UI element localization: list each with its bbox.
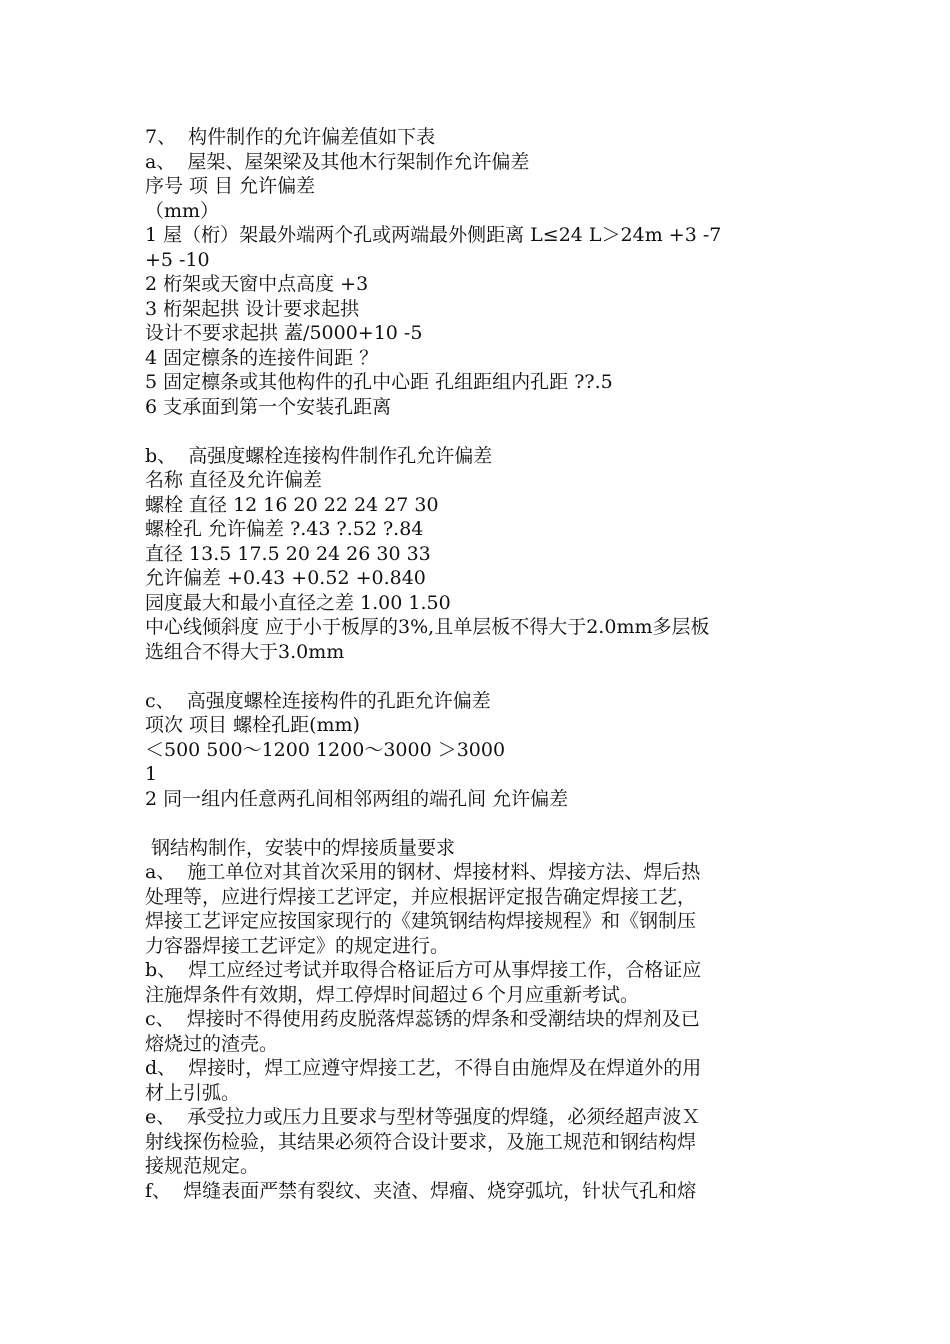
- table-row: 1 屋（桁）架最外端两个孔或两端最外侧距离 L≤24 L＞24m +3 -7: [145, 224, 722, 246]
- table-row: 3 桁架起拱 设计要求起拱: [145, 297, 360, 320]
- table-row: 中心线倾斜度 应于小于板厚的3%,且单层板不得大于2.0mm多层板: [145, 616, 710, 638]
- paragraph-line: 射线探伤检验，其结果必须符合设计要求，及施工规范和钢结构焊: [145, 1130, 697, 1153]
- paragraph-line: 注施焊条件有效期，焊工停焊时间超过６个月应重新考试。: [145, 983, 640, 1006]
- table-header: 名称 直径及允许偏差: [145, 469, 323, 491]
- subsection-heading: a、 屋架、屋架梁及其他木行架制作允许偏差: [145, 150, 530, 173]
- table-row: 4 固定檩条的连接件间距 ？: [145, 346, 379, 369]
- table-row: +5 -10: [145, 248, 210, 271]
- section-c: [145, 689, 810, 812]
- table-row: 6 支承面到第一个安装孔距离: [145, 395, 392, 418]
- blank-line: [145, 664, 810, 689]
- table-header: 项次 项目 螺栓孔距(mm): [145, 714, 360, 736]
- table-row: 允许偏差 +0.43 +0.52 +0.840: [145, 567, 426, 589]
- table-row: 螺栓孔 允许偏差 ?.43 ?.52 ?.84: [145, 518, 424, 540]
- paragraph-line: 处理等，应进行焊接工艺评定，并应根据评定报告确定焊接工艺，: [145, 885, 697, 908]
- paragraph-line: c、 焊接时不得使用药皮脱落焊蕊锈的焊条和受潮结块的焊剂及已: [145, 1008, 700, 1030]
- table-row: 设计不要求起拱 蓋/5000+10 -5: [145, 322, 423, 344]
- section-heading: 7、 构件制作的允许偏差值如下表: [145, 126, 436, 148]
- document-body: [145, 125, 810, 1203]
- table-row: 园度最大和最小直径之差 1.00 1.50: [145, 591, 451, 614]
- section-welding: [145, 836, 810, 1204]
- table-header: 序号 项 目 允许偏差: [145, 175, 316, 197]
- table-row: 选组合不得大于3.0mm: [145, 640, 345, 663]
- table-header-unit: （mm）: [145, 199, 220, 222]
- paragraph-line: d、 焊接时，焊工应遵守焊接工艺，不得自由施焊及在焊道外的用: [145, 1057, 702, 1079]
- paragraph-line: b、 焊工应经过考试并取得合格证后方可从事焊接工作，合格证应: [145, 959, 702, 981]
- paragraph-line: e、 承受拉力或压力且要求与型材等强度的焊缝，必须经超声波Ｘ: [145, 1106, 701, 1128]
- table-row: 直径 13.5 17.5 20 24 26 30 33: [145, 542, 431, 565]
- paragraph-line: a、 施工单位对其首次采用的钢材、焊接材料、焊接方法、焊后热: [145, 861, 701, 883]
- paragraph-line: 接规范规定。: [145, 1155, 260, 1177]
- paragraph-line: 焊接工艺评定应按国家现行的《建筑钢结构焊接规程》和《钢制压: [145, 910, 697, 932]
- blank-line: [145, 419, 810, 444]
- table-row: 1: [145, 763, 158, 785]
- section-heading: 钢结构制作，安装中的焊接质量要求: [145, 836, 456, 859]
- table-row: 5 固定檩条或其他构件的孔中心距 孔组距组内孔距 ??.5: [145, 371, 613, 393]
- subsection-heading: b、 高强度螺栓连接构件制作孔允许偏差: [145, 444, 493, 467]
- section-a: [145, 125, 810, 419]
- paragraph-line: 力容器焊接工艺评定》的规定进行。: [145, 934, 450, 957]
- table-row: 2 同一组内任意两孔间相邻两组的端孔间 允许偏差: [145, 787, 569, 810]
- blank-line: [145, 811, 810, 836]
- table-header: ＜500 500～1200 1200～3000 ＞3000: [145, 738, 506, 761]
- paragraph-line: 材上引弧。: [145, 1081, 241, 1104]
- table-row: 螺栓 直径 12 16 20 22 24 27 30: [145, 493, 439, 516]
- paragraph-line: 熔烧过的渣壳。: [145, 1032, 279, 1055]
- subsection-heading: c、 高强度螺栓连接构件的孔距允许偏差: [145, 689, 491, 712]
- table-row: 2 桁架或天窗中点高度 +3: [145, 273, 369, 295]
- section-b: [145, 444, 810, 665]
- paragraph-line: f、 焊缝表面严禁有裂纹、夹渣、焊瘤、烧穿弧坑，针状气孔和熔: [145, 1179, 697, 1202]
